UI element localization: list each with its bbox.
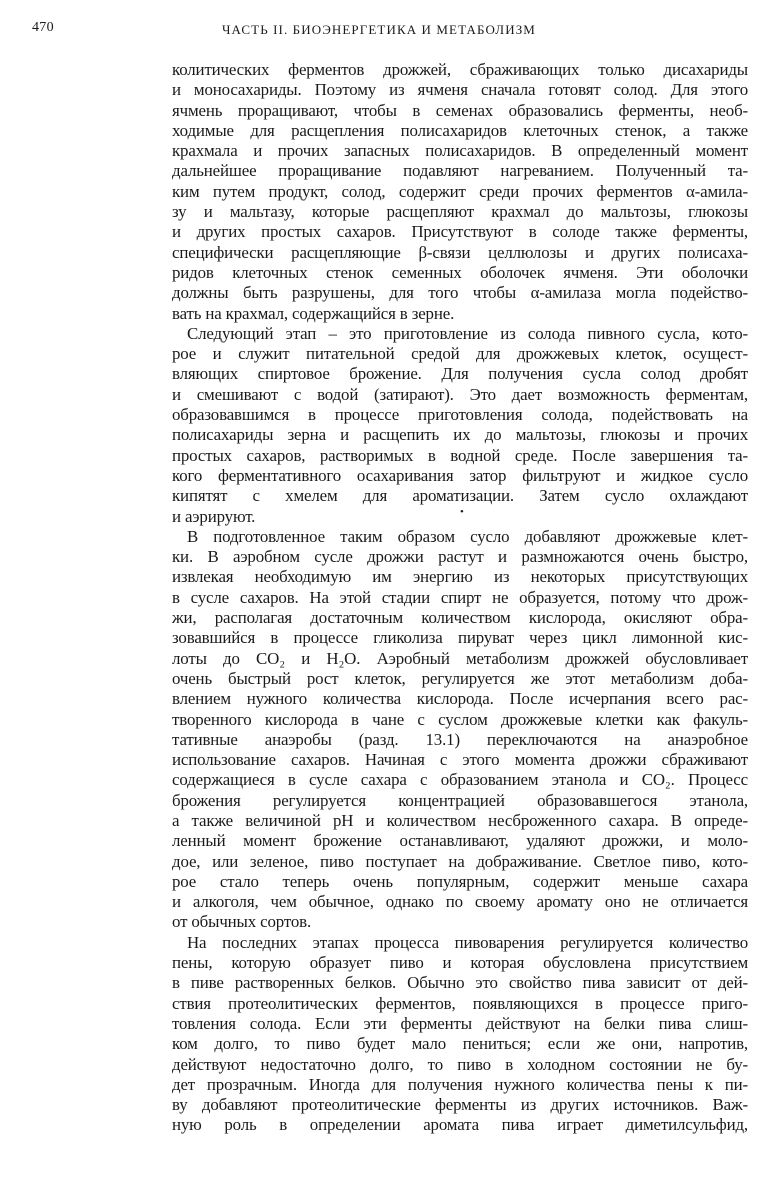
text-line: кипятят с хмелем для ароматизации. Затем сусло охлаждают	[172, 486, 748, 506]
text-line: и моносахариды. Поэтому из ячменя сначала готовят солод. Для этого	[172, 80, 748, 100]
paragraph-1	[172, 60, 748, 324]
text-line: а также величиной pH и количеством несброженного сахара. В опреде-	[172, 810, 748, 830]
page-number: 470	[32, 20, 54, 35]
text-line: полисахариды зерна и расщепить их до мальтозы, глюкозы и прочих	[172, 425, 748, 445]
text-line: творенного кислорода в чане с суслом дрожжевые клетки как факуль-	[172, 709, 748, 729]
text-line: вать на крахмал, содержащийся в зерне.	[172, 303, 455, 323]
running-head: ЧАСТЬ II. БИОЭНЕРГЕТИКА И МЕТАБОЛИЗМ	[222, 22, 536, 37]
text-line: и аэрируют.	[172, 506, 256, 526]
text-line: товления солода. Если эти ферменты действуют на белки пива слиш-	[172, 1013, 748, 1033]
text-line: вляющих спиртовое брожение. Для получения сусла солод дробят	[172, 364, 748, 384]
text-line: дое, или зеленое, пиво поступает на дображивание. Светлое пиво, кото-	[172, 851, 748, 871]
text-line: Следующий этап – это приготовление из солода пивного сусла, кото-	[187, 323, 748, 343]
text-line: зовавшийся в процессе гликолиза пируват через цикл лимонной кис-	[172, 628, 748, 648]
text-line: ридов клеточных стенок семенных оболочек ячменя. Эти оболочки	[172, 262, 748, 282]
text-line: рое и служит питательной средой для дрожжевых клеток, осущест-	[172, 344, 748, 364]
text-line: На последних этапах процесса пивоварения регулируется количество	[187, 932, 748, 952]
text-line: действуют недостаточно долго, то пиво в холодном состоянии не бу-	[172, 1054, 748, 1074]
text-line: влением нужного количества кислорода. После исчерпания всего рас-	[172, 689, 748, 709]
text-line: колитических ферментов дрожжей, сбраживающих только дисахариды	[172, 60, 748, 79]
paragraph-3	[172, 527, 748, 933]
text-line: В подготовленное таким образом сусло добавляют дрожжевые клет-	[187, 526, 748, 546]
text-line: дальнейшее проращивание подавляют нагреванием. Полученный та-	[172, 161, 748, 181]
text-line: простых сахаров, растворимых в водной среде. После завершения та-	[172, 445, 748, 465]
text-line: и алкоголя, чем обычное, однако по своему аромату оно не отличается	[172, 892, 748, 912]
body-text	[172, 60, 748, 1136]
text-line: кого ферментативного осахаривания затор фильтруют и жидкое сусло	[172, 465, 748, 485]
text-line: использование сахаров. Начиная с этого момента дрожжи сбраживают	[172, 750, 748, 770]
text-line: ву добавляют протеолитические ферменты из других источников. Важ-	[172, 1095, 748, 1115]
text-line: ленный момент брожение останавливают, удаляют дрожжи, и моло-	[172, 831, 748, 851]
text-line: жи, располагая достаточным количеством кислорода, окисляют обра-	[172, 608, 748, 628]
text-line: крахмала и прочих запасных полисахаридов. В определенный момент	[172, 141, 748, 161]
text-line: пены, которую образует пиво и которая обусловлена присутствием	[172, 953, 748, 973]
text-line: ходимые для расщепления полисахаридов клеточных стенок, а также	[172, 120, 748, 140]
text-line: от обычных сортов.	[172, 912, 312, 932]
text-line: в пиве растворенных белков. Обычно это свойство пива зависит от дей-	[172, 973, 748, 993]
text-line: дет прозрачным. Иногда для получения нужного количества пены к пи-	[172, 1074, 748, 1094]
text-line: ком долго, то пиво будет мало пениться; если же они, напротив,	[172, 1034, 748, 1054]
text-line: ким путем продукт, солод, содержит среди прочих ферментов α-амила-	[172, 181, 748, 201]
text-line: тативные анаэробы (разд. 13.1) переключаются на анаэробное	[172, 729, 748, 749]
text-line: и смешивают с водой (затирают). Это дает возможность ферментам,	[172, 384, 748, 404]
text-line: в сусле сахаров. На этой стадии спирт не образуется, потому что дрож-	[172, 587, 748, 607]
text-line: рое стало теперь очень популярным, содержит меньше сахара	[172, 871, 748, 891]
text-line: брожения регулируется концентрацией образовавшегося этанола,	[172, 790, 748, 810]
text-line: должны быть разрушены, для того чтобы α-амилаза могла подейство-	[172, 283, 748, 303]
text-line: содержащиеся в сусле сахара с образованием этанола и CO₂. Процесс	[172, 770, 748, 790]
stray-mark: •	[460, 506, 464, 518]
text-line: ячмень проращивают, чтобы в семенах образовались ферменты, необ-	[172, 100, 748, 120]
text-line: извлекая необходимую им энергию из некоторых присутствующих	[172, 567, 748, 587]
text-line: ствия протеолитических ферментов, появляющихся в процессе приго-	[172, 993, 748, 1013]
text-line: и других простых сахаров. Присутствуют в солоде также ферменты,	[172, 222, 748, 242]
text-line: лоты до CO₂ и H₂O. Аэробный метаболизм дрожжей обусловливает	[172, 648, 748, 668]
paragraph-4	[172, 933, 748, 1136]
text-line: специфически расщепляющие β-связи целлюлозы и других полисаха-	[172, 242, 748, 262]
text-line: образовавшимся в процессе приготовления солода, подействовать на	[172, 405, 748, 425]
text-line: очень быстрый рост клеток, регулируется же этот метаболизм доба-	[172, 668, 748, 688]
paragraph-2	[172, 324, 748, 527]
text-line: ную роль в определении аромата пива играет диметилсульфид,	[172, 1115, 748, 1135]
text-line: ки. В аэробном сусле дрожжи растут и размножаются очень быстро,	[172, 547, 748, 567]
text-line: зу и мальтазу, которые расщепляют крахмал до мальтозы, глюкозы	[172, 202, 748, 222]
